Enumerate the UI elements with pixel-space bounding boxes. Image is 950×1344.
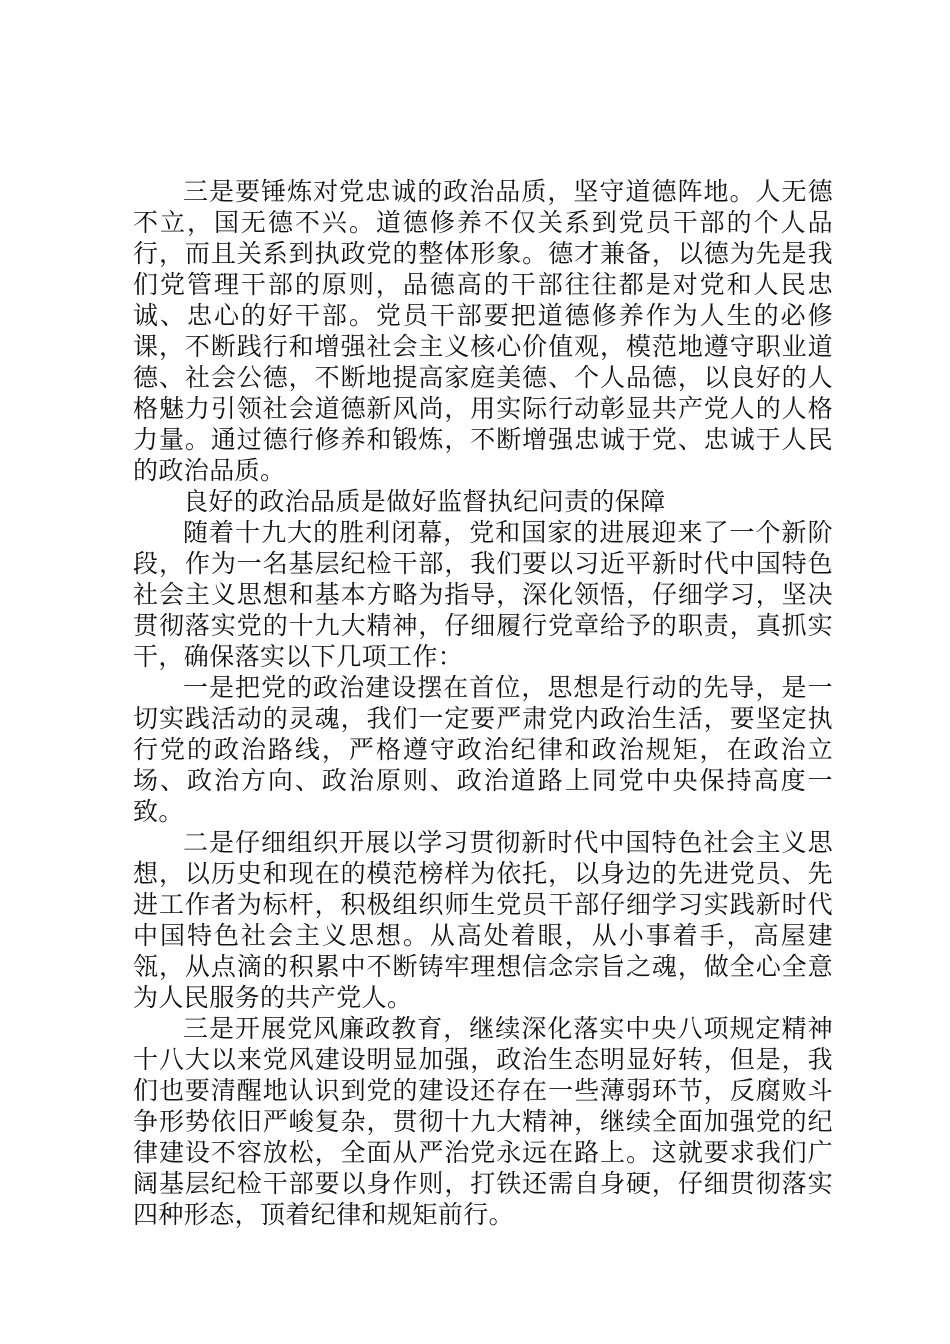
document-body [133, 176, 833, 1230]
paragraph-loyalty-morality: 三是要锤炼对党忠诚的政治品质，坚守道德阵地。人无德不立，国无德不兴。道德修养不仅关系到党员干部的个人品行，而且关系到执政党的整体形象。德才兼备，以德为先是我们党管理干部的原则，品德高的干部往往都是对党和人民忠诚、忠心的好干部。党员干部要把道德修养作为人生的必修课，不断践行和增强社会主义核心价值观，模范地遵守职业道德、社会公德，不断地提高家庭美德、个人品德，以良好的人格魅力引领社会道德新风尚，用实际行动彰显共产党人的人格力量。通过德行修养和锻炼，不断增强忠诚于党、忠诚于人民的政治品质。 [133, 177, 833, 485]
paragraph-intro: 随着十九大的胜利闭幕，党和国家的进展迎来了一个新阶段，作为一名基层纪检干部，我们要以习近平新时代中国特色社会主义思想和基本方略为指导，深化领悟，仔细学习，坚决贯彻落实党的十九大精神，仔细履行党章给予的职责，真抓实干，确保落实以下几项工作： [133, 518, 833, 671]
paragraph-point-two: 二是仔细组织开展以学习贯彻新时代中国特色社会主义思想，以历史和现在的模范榜样为依托，以身边的先进党员、先进工作者为标杆，积极组织师生党员干部仔细学习实践新时代中国特色社会主义思想。从高处着眼，从小事着手，高屋建瓴，从点滴的积累中不断铸牢理想信念宗旨之魂，做全心全意为人民服务的共产党人。 [133, 828, 833, 1012]
paragraph-point-one: 一是把党的政治建设摆在首位，思想是行动的先导，是一切实践活动的灵魂，我们一定要严肃党内政治生活，要坚定执行党的政治路线，严格遵守政治纪律和政治规矩，在政治立场、政治方向、政治原则、政治道路上同党中央保持高度一致。 [133, 673, 833, 826]
paragraph-point-three: 三是开展党风廉政教育，继续深化落实中央八项规定精神十八大以来党风建设明显加强，政治生态明显好转，但是，我们也要清醒地认识到党的建设还存在一些薄弱环节，反腐败斗争形势依旧严峻复杂，贯彻十九大精神，继续全面加强党的纪律建设不容放松，全面从严治党永远在路上。这就要求我们广阔基层纪检干部要以身作则，打铁还需自身硬，仔细贯彻落实四种形态，顶着纪律和规矩前行。 [133, 1014, 833, 1229]
section-heading: 良好的政治品质是做好监督执纪问责的保障 [183, 487, 666, 516]
